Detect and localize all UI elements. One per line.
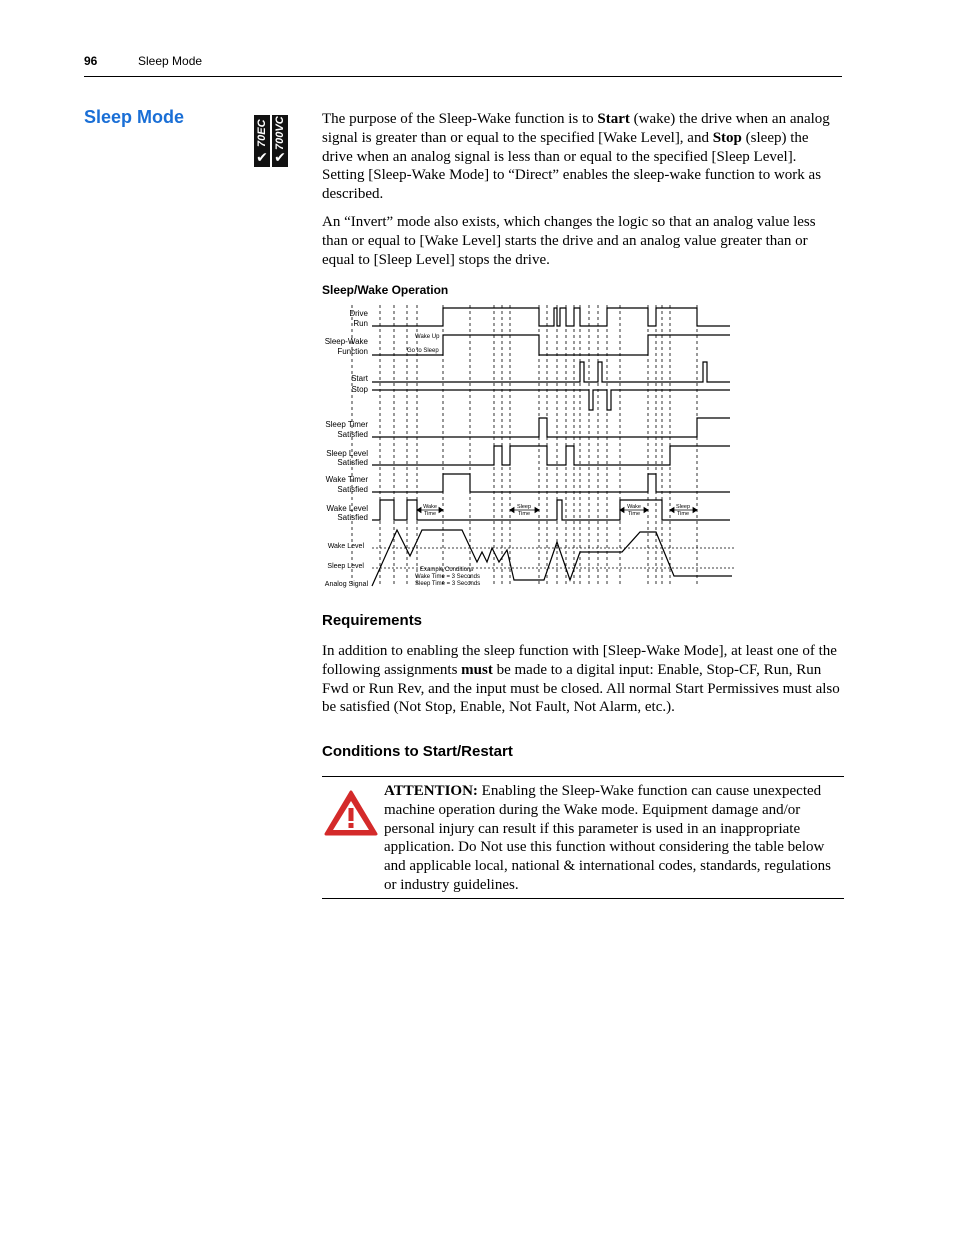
trace-start <box>372 362 730 382</box>
example-sleep-time: Sleep Time = 3 Seconds <box>415 581 481 587</box>
bold-must: must <box>461 661 493 678</box>
label-sleep-level: Sleep Level <box>326 449 368 458</box>
trace-sleep-level-satisfied <box>372 446 730 465</box>
text: (wake) the drive when an analog signal is greater than or equal to the specified [Wake Level], and <box>322 111 830 146</box>
attention-label: ATTENTION: <box>384 783 478 799</box>
sleep-wake-timing-diagram <box>322 300 742 592</box>
trace-drive-run <box>372 308 730 326</box>
example-wake-time: Wake Time = 3 Seconds <box>415 574 480 580</box>
label-start: Start <box>351 374 368 383</box>
badge-700vc <box>272 115 288 167</box>
span-label: Time <box>517 511 531 517</box>
text: The purpose of the Sleep-Wake function is to <box>322 111 598 127</box>
label-run: Run <box>353 319 368 328</box>
requirements-heading: Requirements <box>322 612 423 629</box>
span-label: Wake <box>627 504 641 510</box>
conditions-heading: Conditions to Start/Restart <box>322 743 513 760</box>
checkmark-icon: ✔ <box>256 150 268 166</box>
label-sleep-level-satisfied: Satisfied <box>337 458 368 467</box>
bold-start: Start <box>597 111 630 127</box>
label-wake-level: Wake Level <box>326 504 368 513</box>
span-label: Time <box>676 511 690 517</box>
text: In addition to enabling the sleep function with [Sleep-Wake Mode], at least one of the following assignments <box>322 643 837 678</box>
warning-triangle-icon <box>324 789 378 837</box>
annotation-wake-up: Wake Up <box>415 334 440 340</box>
label-function: Function <box>337 347 368 356</box>
span-label: Sleep <box>675 504 691 510</box>
label-wake-timer-satisfied: Satisfied <box>337 485 368 494</box>
label-stop: Stop <box>351 385 368 394</box>
label-analog-sleep-level: Sleep Level <box>327 563 364 570</box>
example-conditions-title: Example Conditions <box>420 567 474 573</box>
span-label: Wake <box>423 504 437 510</box>
badge-label: 700VC <box>274 116 286 150</box>
text: Enabling the Sleep-Wake function can cause unexpected machine operation during the Wake mode. Equipment damage and/or personal injury can result if this parameter is used in an inappropriate application. Do Not use this function without considering the table below and applicable local, national & international codes, standards, regulations or industry guidelines. <box>384 783 831 893</box>
label-analog-wake-level: Wake Level <box>327 543 364 550</box>
intro-paragraph <box>322 110 842 204</box>
header-section-title: Sleep Mode <box>138 54 203 68</box>
section-title: Sleep Mode <box>84 107 185 127</box>
attention-text <box>384 782 842 895</box>
label-drive: Drive <box>349 309 368 318</box>
text: (sleep) the drive when an analog signal is less than or equal to the specified [Sleep Level]. Setting [Sleep-Wake Mode] to “Direct” enables the sleep-wake function to work as described. <box>322 129 822 203</box>
attention-box <box>322 776 844 899</box>
label-wake-timer: Wake Timer <box>325 475 368 484</box>
product-badges <box>254 115 288 167</box>
badge-70ec <box>254 115 270 167</box>
label-wake-level-satisfied: Satisfied <box>337 513 368 522</box>
text: be made to a digital input: Enable, Stop-CF, Run, Run Fwd or Run Rev, and the input must be closed. All normal Start Permissives must also be satisfied (Not Stop, Enable, Not Fault, Not Alarm, etc.). <box>322 661 840 716</box>
annotation-go-to-sleep: Go to Sleep <box>407 348 439 354</box>
label-sleep-wake: Sleep-Wake <box>324 337 368 346</box>
invert-paragraph: An “Invert” mode also exists, which changes the logic so that an analog value less than or equal to [Wake Level] starts the drive and an analog value greater than or equal to [Sleep Level] stops the drive. <box>322 214 816 268</box>
label-sleep-timer: Sleep Timer <box>325 420 368 429</box>
requirements-paragraph <box>322 642 842 717</box>
span-label: Sleep <box>516 504 532 510</box>
trace-sleep-timer-satisfied <box>372 418 730 437</box>
span-label: Time <box>627 511 641 517</box>
badge-label: 70EC <box>256 119 268 147</box>
label-sleep-timer-satisfied: Satisfied <box>337 430 368 439</box>
checkmark-icon: ✔ <box>274 150 286 166</box>
trace-wake-timer-satisfied <box>372 474 730 492</box>
figure-title: Sleep/Wake Operation <box>322 283 449 297</box>
page-number: 96 <box>84 54 98 68</box>
span-label: Time <box>423 511 437 517</box>
bold-stop: Stop <box>712 129 742 146</box>
label-analog-signal: Analog Signal <box>324 581 368 588</box>
trace-stop <box>372 390 730 410</box>
page-header <box>84 52 842 77</box>
